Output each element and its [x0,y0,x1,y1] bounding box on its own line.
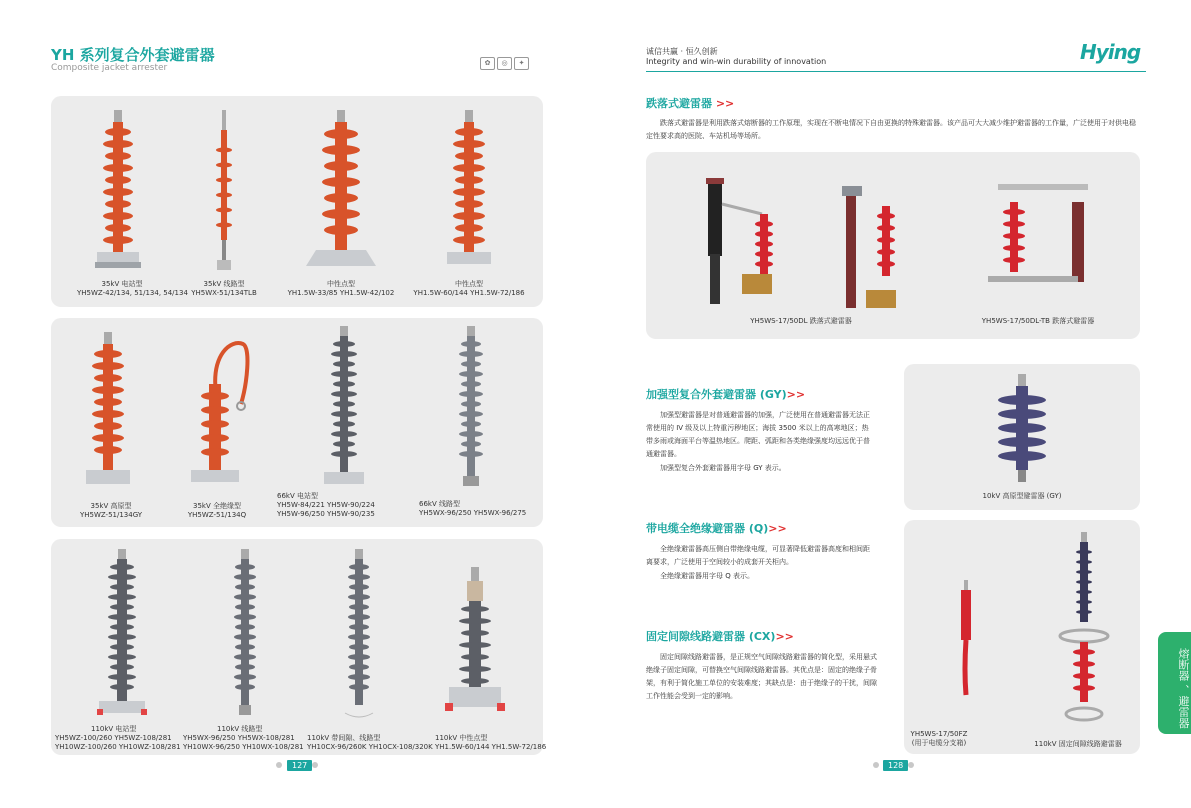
section-title-cx: 固定间隙线路避雷器 (CX)>> [646,630,794,643]
product-panel-q-cx [904,520,1140,754]
section-paragraph: 跌落式避雷器是利用跌落式熔断器的工作原理，实现在不断电情况下自由更换的特殊避雷器。该产品可大大减少维护避雷器的工作量，广泛使用于对供电稳定性要求高的医院、车站机场等场所。 [646,119,1136,140]
product-image [451,326,491,490]
arrow-icon: >> [786,388,806,401]
product-caption: 66kV 线路型 YH5WX-96/250 YH5WX-96/275 [419,500,527,517]
product-caption: YH5WS-17/50DL-TB 跌落式避雷器 [981,317,1095,325]
product-image [181,334,251,490]
product-caption: YH5WS-17/50DL 跌落式避雷器 [750,317,852,325]
product-caption: 110kV 电站型 YH5WZ-100/260 YH5WZ-108/281 YH10WZ-100/260 YH10WZ-108/281 [55,725,181,751]
product-caption: 35kV 线路型 YH5WX-51/134TLB [191,280,257,297]
product-image [444,110,494,272]
section-paragraph: 全绝缘避雷器高压侧自带绝缘电缆，可显著降低避雷器高度和相间距离要求，广泛使用于空间较小的成套开关柜内。 [646,545,870,566]
product-panel-1 [51,96,543,307]
product-image [341,549,377,719]
product-image [956,580,976,700]
arrow-icon: >> [715,97,735,110]
section-paragraph: 加强型避雷器是对普通避雷器的加强，广泛使用在普通避雷器无法正常使用的 IV 级及以上特重污秽地区；海拔 3500 米以上的高寒地区；热带多雨或海面平台等温热地区。爬距、弧距和各类绝缘强度均远远优于普通避雷器。 [646,411,870,458]
product-image [306,110,376,272]
page-subtitle: Composite jacket arrester [51,63,168,73]
product-caption: 中性点型 YH1.5W-60/144 YH1.5W-72/186 [413,280,525,297]
ce-cert-icon: ✿ [480,57,495,70]
iso-cert-icon: ◎ [497,57,512,70]
certification-icons [480,57,529,70]
product-caption: 35kV 高原型 YH5WZ-51/134GY [79,502,143,519]
page-number: 128 [883,760,908,771]
product-image [84,332,132,490]
product-caption: 35kV 电站型 YH5WZ-42/134, 51/134, 54/134 [77,280,188,297]
page-dot [312,762,318,768]
left-page [0,0,595,808]
section-title-gy: 加强型复合外套避雷器 (GY)>> [646,388,806,401]
product-image [227,549,263,719]
page-dot [873,762,879,768]
product-image [1054,532,1114,730]
product-panel-gy [904,364,1140,510]
company-logo: Hying [1080,40,1141,64]
product-caption: 110kV 中性点型 YH1.5W-60/144 YH1.5W-72/186 [435,734,547,751]
product-image [97,549,147,719]
product-panel-dropout [646,152,1140,339]
product-panel-3 [51,539,547,755]
page-dot [908,762,914,768]
product-caption: 中性点型 YH1.5W-33/85 YH1.5W-42/102 [287,280,395,297]
category-side-tab: 熔断器 、避雷器 [1158,632,1191,734]
product-image [992,374,1052,484]
page-title: YH 系列复合外套避雷器 [51,46,215,64]
product-image [443,567,507,717]
product-caption: 110kV 线路型 YH5WX-96/250 YH5WX-108/281 YH10WX-96/250 YH10WX-108/281 [183,725,304,751]
section-title-q: 带电缆全绝缘避雷器 (Q)>> [646,522,787,535]
page-dot [276,762,282,768]
product-image [702,174,792,314]
section-paragraph: 全绝缘避雷器用字母 Q 表示。 [660,572,754,580]
product-panel-2 [51,318,543,527]
product-image [836,186,916,316]
product-caption: YH5WS-17/50FZ (用于电缆分支箱) [910,730,968,747]
quality-cert-icon: ✦ [514,57,529,70]
product-caption: 10kV 高原型避雷器 (GY) [982,492,1062,500]
product-image [978,182,1098,302]
arrow-icon: >> [768,522,787,535]
section-paragraph: 固定间隙线路避雷器，是正规空气间隙线路避雷器的简化型，采用悬式绝缘子固定间隙，可替换空气间隙线路避雷器。其优点是：固定的绝缘子骨架，有利于简化施工单位的安装难度；其缺点是：由于绝缘子的干扰，间隙工作性能会受到一定的影响。 [646,653,877,700]
header-divider [646,71,1146,72]
product-image [95,110,141,272]
product-caption: 66kV 电站型 YH5W-84/221 YH5W-90/224 YH5W-96/250 YH5W-90/235 [277,492,375,518]
product-caption: 35kV 全绝缘型 YH5WZ-51/134Q [187,502,247,519]
page-number: 127 [287,760,312,771]
slogan: 诚信共赢 · 恒久创新 Integrity and win-win durability of innovation [646,47,827,66]
product-image [321,326,367,490]
product-caption: 110kV 固定间隙线路避雷器 [1034,740,1122,748]
section-paragraph: 加强型复合外套避雷器用字母 GY 表示。 [660,464,786,472]
right-page [596,0,1191,808]
product-image [209,110,239,274]
section-title-dropout: 跌落式避雷器 >> [646,97,735,110]
product-caption: 110kV 带间隙、线路型 YH10CX-96/260K YH10CX-108/320K [307,734,433,751]
arrow-icon: >> [775,630,794,643]
